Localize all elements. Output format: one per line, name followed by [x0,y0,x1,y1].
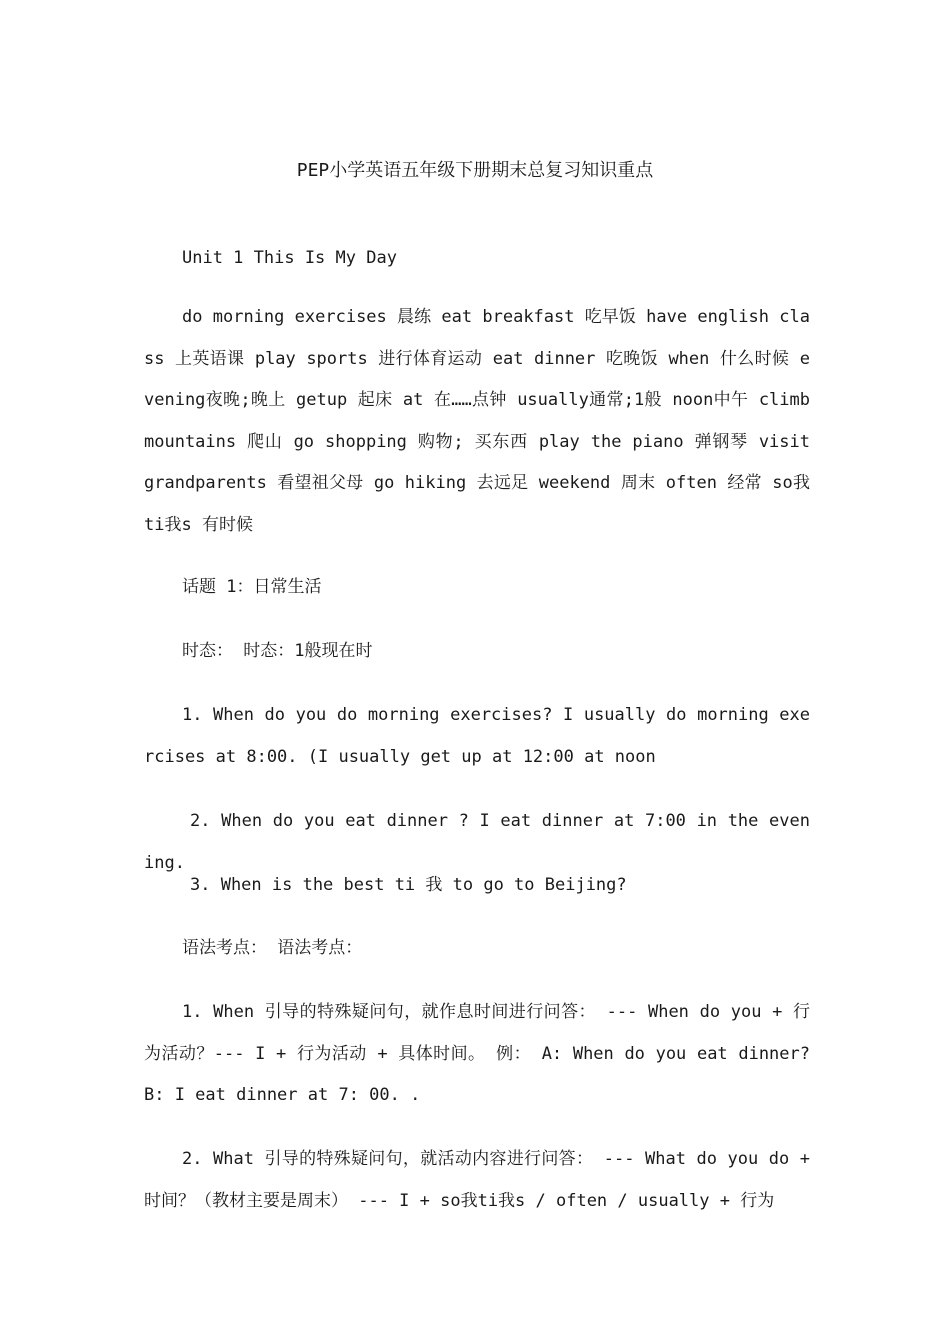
example-sentence: 2. When do you eat dinner ? I eat dinner at 7:00 in the evening. [144,811,810,873]
document-title: PEP小学英语五年级下册期末总复习知识重点 [296,160,654,181]
unit-heading: Unit 1 This Is My Day [182,248,397,268]
grammar-heading: 语法考点： 语法考点： [182,938,363,958]
topic-line: 话题 1：日常生活 [182,577,322,597]
example-sentence: 1. When do you do morning exercises? I usually do morning exercises at 8:00. (I usually get up at 12:00 at noon [144,705,810,767]
example-sentence: 3. When is the best ti 我 to go to Beijing? [190,875,627,895]
grammar-point: 2. What 引导的特殊疑问句，就活动内容进行问答： --- What do you do + 时间？（教材主要是周末） --- I + so我ti我s / often / usually + 行为 [144,1149,810,1211]
grammar-point: 1. When 引导的特殊疑问句，就作息时间进行问答： --- When do you + 行为活动？--- I + 行为活动 + 具体时间。 例： A: When do you eat dinner? B: I eat dinner at 7: 00. . [144,1002,810,1105]
vocabulary-paragraph: do morning exercises 晨练 eat breakfast 吃早饭 have english class 上英语课 play sports 进行体育运动 eat dinner 吃晚饭 when 什么时候 evening夜晚;晚上 getup 起床 at 在……点钟 usually通常;1般 noon中午 climb mountains 爬山 go shopping 购物; 买东西 play the piano 弹钢琴 visit grandparents 看望祖父母 go hiking 去远足 weekend 周末 often 经常 so我ti我s 有时候 [144,307,810,535]
tense-line: 时态： 时态：1般现在时 [182,641,373,661]
